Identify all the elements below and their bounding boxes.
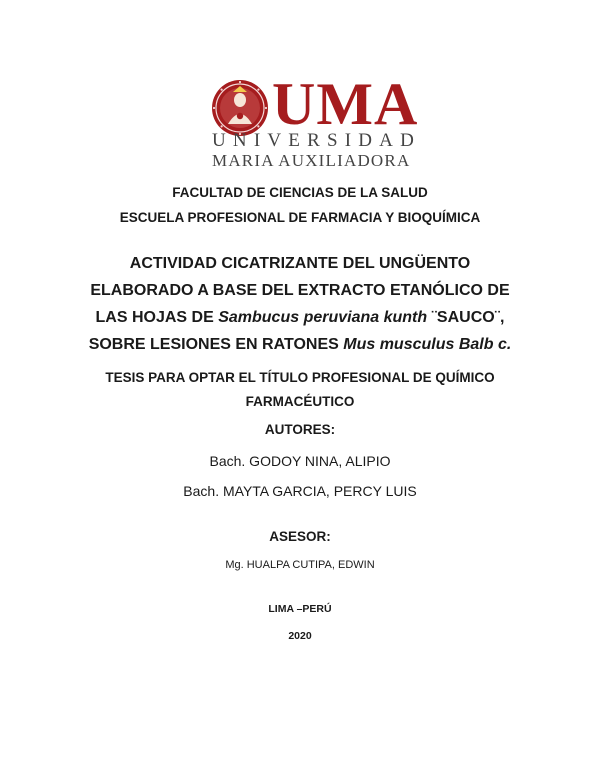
thesis-purpose-line-1: TESIS PARA OPTAR EL TÍTULO PROFESIONAL DE QUÍMICO <box>105 370 495 385</box>
advisor-heading: ASESOR: <box>269 529 331 544</box>
author-2: Bach. MAYTA GARCIA, PERCY LUIS <box>183 483 417 499</box>
title-line-2: ELABORADO A BASE DEL EXTRACTO ETANÓLICO DE <box>90 282 510 299</box>
university-logo <box>208 71 422 170</box>
faculty-name: FACULTAD DE CIENCIAS DE LA SALUD <box>172 185 428 200</box>
title-species-plant: Sambucus peruviana kunth <box>218 309 428 326</box>
title-line-3-suffix: ¨SAUCO¨, <box>427 309 505 326</box>
thesis-purpose <box>0 366 600 414</box>
title-line-4-prefix: SOBRE LESIONES EN RATONES <box>88 336 344 353</box>
author-1: Bach. GODOY NINA, ALIPIO <box>209 453 391 469</box>
place: LIMA –PERÚ <box>268 603 332 615</box>
title-species-mouse: Mus musculus Balb c. <box>343 336 512 353</box>
title-line-3-prefix: LAS HOJAS DE <box>95 309 219 326</box>
logo-name-text: MARIA AUXILIADORA <box>212 151 411 170</box>
title-line-4 <box>0 331 600 358</box>
thesis-title <box>0 250 600 358</box>
title-line-3 <box>0 304 600 331</box>
title-line-1: ACTIVIDAD CICATRIZANTE DEL UNGÜENTO <box>129 255 471 272</box>
university-seal-icon <box>210 78 270 138</box>
year: 2020 <box>288 630 312 642</box>
logo-university-text: UNIVERSIDAD <box>212 130 422 151</box>
advisor-name: Mg. HUALPA CUTIPA, EDWIN <box>225 559 375 571</box>
faculty-block <box>0 180 600 230</box>
authors-heading: AUTORES: <box>264 422 336 437</box>
thesis-purpose-line-2: FARMACÉUTICO <box>245 394 355 409</box>
logo-wordmark: UMA <box>272 71 419 137</box>
school-name: ESCUELA PROFESIONAL DE FARMACIA Y BIOQUÍMICA <box>119 210 481 225</box>
